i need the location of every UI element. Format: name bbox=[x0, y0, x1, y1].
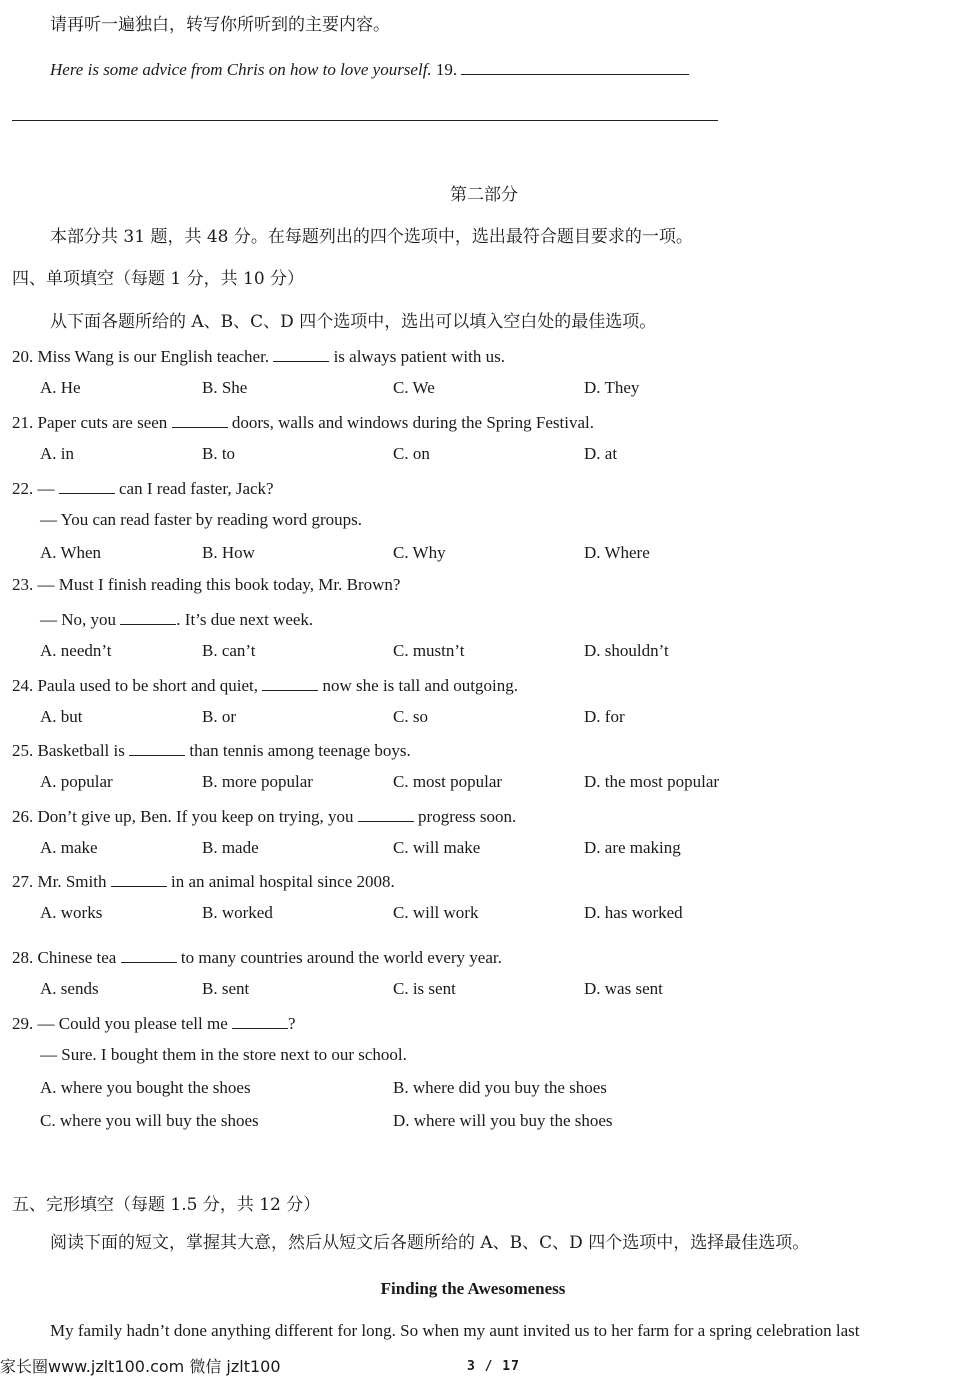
answer-blank[interactable] bbox=[273, 345, 329, 362]
passage-line: My family hadn’t done anything different for long. So when my aunt invited us to her farm for a spring celebration last bbox=[50, 1321, 860, 1340]
answer-option[interactable]: C. where you will buy the shoes bbox=[40, 1111, 259, 1130]
section-instruction-5: 阅读下面的短文，掌握其大意，然后从短文后各题所给的 A、B、C、D 四个选项中，选择最佳选项。 bbox=[50, 1233, 810, 1253]
answer-option[interactable]: B. to bbox=[202, 444, 236, 463]
stem-text: is always patient with us. bbox=[329, 347, 505, 366]
answer-option[interactable]: C. will make bbox=[393, 838, 481, 857]
answer-blank-19[interactable] bbox=[461, 58, 689, 75]
stem-text: 23. — Must I finish reading this book today, Mr. Brown? bbox=[12, 575, 401, 594]
answer-option[interactable]: C. on bbox=[393, 444, 430, 463]
answer-option[interactable]: A. needn’t bbox=[40, 641, 112, 660]
answer-option[interactable]: B. How bbox=[202, 543, 255, 562]
answer-option[interactable]: A. works bbox=[40, 903, 103, 922]
answer-option[interactable]: A. When bbox=[40, 543, 102, 562]
question-stem bbox=[40, 1045, 407, 1065]
answer-blank[interactable] bbox=[59, 477, 115, 494]
stem-text: now she is tall and outgoing. bbox=[318, 676, 518, 695]
answer-option[interactable]: C. so bbox=[393, 707, 428, 726]
question-stem bbox=[12, 870, 395, 892]
stem-text: doors, walls and windows during the Spring Festival. bbox=[227, 413, 594, 432]
site-watermark: 家长圈www.jzlt100.com 微信 jzlt100 bbox=[0, 1357, 281, 1376]
stem-text: 21. Paper cuts are seen bbox=[12, 413, 172, 432]
stem-text: 20. Miss Wang is our English teacher. bbox=[12, 347, 274, 366]
answer-line[interactable] bbox=[12, 120, 718, 121]
answer-option[interactable]: C. We bbox=[393, 378, 435, 397]
answer-option[interactable]: B. She bbox=[202, 378, 248, 397]
answer-option[interactable]: C. is sent bbox=[393, 979, 456, 998]
question-stem bbox=[12, 739, 411, 761]
section-title-4: 四、单项填空（每题 1 分，共 10 分） bbox=[12, 269, 305, 289]
question-stem bbox=[12, 1012, 296, 1034]
section-title-5: 五、完形填空（每题 1.5 分，共 12 分） bbox=[12, 1195, 321, 1215]
question-stem bbox=[12, 946, 502, 968]
answer-option[interactable]: D. for bbox=[584, 707, 625, 726]
answer-option[interactable]: B. sent bbox=[202, 979, 250, 998]
answer-option[interactable]: B. made bbox=[202, 838, 259, 857]
answer-blank[interactable] bbox=[262, 674, 318, 691]
prompt-text: Here is some advice from Chris on how to love yourself. bbox=[50, 60, 432, 79]
answer-option[interactable]: A. where you bought the shoes bbox=[40, 1078, 251, 1097]
section-instruction-4: 从下面各题所给的 A、B、C、D 四个选项中，选出可以填入空白处的最佳选项。 bbox=[50, 312, 657, 332]
prompt-number: 19. bbox=[435, 60, 458, 79]
part-intro: 本部分共 31 题，共 48 分。在每题列出的四个选项中，选出最符合题目要求的一项。 bbox=[50, 227, 693, 247]
stem-text: 29. — Could you please tell me bbox=[12, 1014, 233, 1033]
stem-text: 28. Chinese tea bbox=[12, 948, 121, 967]
stem-text: . It’s due next week. bbox=[176, 610, 314, 629]
question-stem bbox=[12, 411, 594, 433]
page-number: 3 / 17 bbox=[467, 1359, 520, 1374]
question-stem bbox=[12, 575, 400, 595]
stem-text: — Sure. I bought them in the store next to our school. bbox=[40, 1045, 407, 1064]
answer-option[interactable]: D. the most popular bbox=[584, 772, 720, 791]
stem-text: in an animal hospital since 2008. bbox=[166, 872, 395, 891]
answer-option[interactable]: B. more popular bbox=[202, 772, 313, 791]
question-stem bbox=[40, 510, 362, 530]
stem-text: 25. Basketball is bbox=[12, 741, 130, 760]
answer-option[interactable]: C. most popular bbox=[393, 772, 503, 791]
answer-option[interactable]: C. will work bbox=[393, 903, 479, 922]
question-stem bbox=[12, 805, 516, 827]
stem-text: — No, you bbox=[40, 610, 121, 629]
answer-blank[interactable] bbox=[358, 805, 414, 822]
answer-option[interactable]: C. Why bbox=[393, 543, 446, 562]
stem-text: — You can read faster by reading word groups. bbox=[40, 510, 362, 529]
answer-option[interactable]: A. make bbox=[40, 838, 98, 857]
answer-option[interactable]: D. has worked bbox=[584, 903, 683, 922]
question-stem bbox=[40, 608, 313, 630]
question-stem bbox=[12, 477, 274, 499]
answer-option[interactable]: A. sends bbox=[40, 979, 99, 998]
passage-title: Finding the Awesomeness bbox=[380, 1279, 566, 1298]
answer-option[interactable]: A. but bbox=[40, 707, 83, 726]
stem-text: progress soon. bbox=[413, 807, 517, 826]
stem-text: than tennis among teenage boys. bbox=[185, 741, 411, 760]
part-heading: 第二部分 bbox=[450, 185, 518, 205]
answer-option[interactable]: D. shouldn’t bbox=[584, 641, 669, 660]
stem-text: can I read faster, Jack? bbox=[114, 479, 274, 498]
answer-option[interactable]: B. worked bbox=[202, 903, 273, 922]
answer-option[interactable]: B. can’t bbox=[202, 641, 256, 660]
stem-text: ? bbox=[288, 1014, 296, 1033]
answer-option[interactable]: D. was sent bbox=[584, 979, 663, 998]
answer-blank[interactable] bbox=[172, 411, 228, 428]
answer-option[interactable]: C. mustn’t bbox=[393, 641, 465, 660]
listening-instruction: 请再听一遍独白，转写你所听到的主要内容。 bbox=[50, 15, 390, 35]
answer-blank[interactable] bbox=[120, 608, 176, 625]
answer-blank[interactable] bbox=[232, 1012, 288, 1029]
answer-option[interactable]: D. where will you buy the shoes bbox=[393, 1111, 613, 1130]
question-stem bbox=[12, 345, 505, 367]
answer-option[interactable]: A. He bbox=[40, 378, 81, 397]
stem-text: 22. — bbox=[12, 479, 59, 498]
stem-text: to many countries around the world every year. bbox=[176, 948, 502, 967]
listening-prompt bbox=[50, 58, 689, 80]
answer-option[interactable]: D. are making bbox=[584, 838, 681, 857]
stem-text: 27. Mr. Smith bbox=[12, 872, 111, 891]
answer-option[interactable]: D. Where bbox=[584, 543, 650, 562]
answer-option[interactable]: D. at bbox=[584, 444, 618, 463]
stem-text: 24. Paula used to be short and quiet, bbox=[12, 676, 263, 695]
answer-blank[interactable] bbox=[111, 870, 167, 887]
stem-text: 26. Don’t give up, Ben. If you keep on trying, you bbox=[12, 807, 358, 826]
answer-option[interactable]: A. popular bbox=[40, 772, 113, 791]
answer-option[interactable]: B. or bbox=[202, 707, 236, 726]
answer-option[interactable]: D. They bbox=[584, 378, 640, 397]
answer-option[interactable]: A. in bbox=[40, 444, 74, 463]
question-stem bbox=[12, 674, 518, 696]
answer-blank[interactable] bbox=[129, 739, 185, 756]
answer-blank[interactable] bbox=[121, 946, 177, 963]
answer-option[interactable]: B. where did you buy the shoes bbox=[393, 1078, 607, 1097]
